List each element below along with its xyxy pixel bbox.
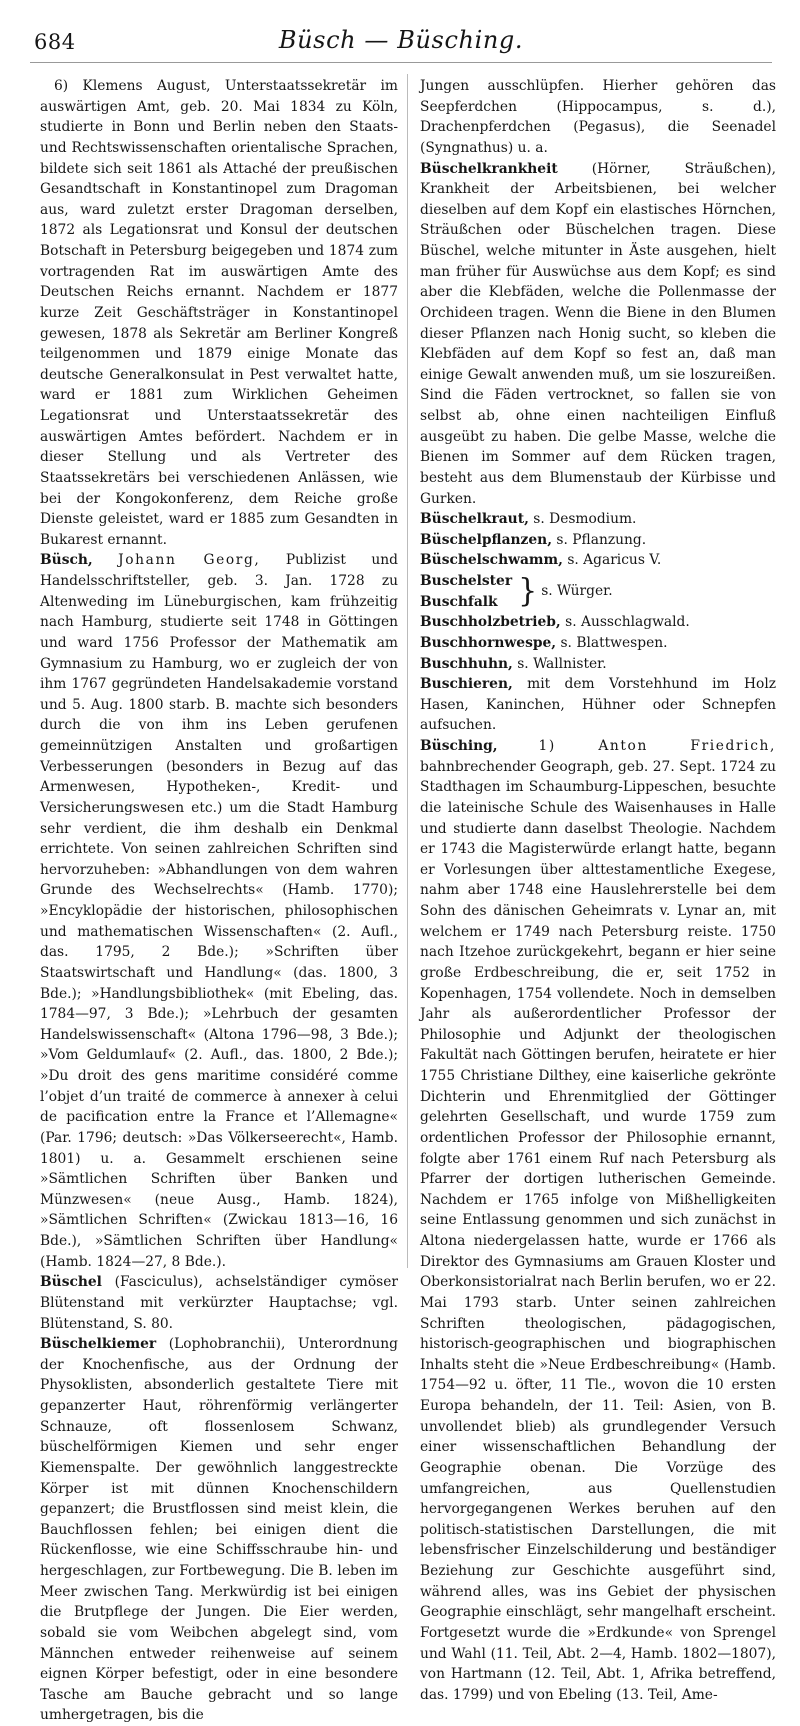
header-rule bbox=[30, 62, 772, 63]
entry-buesch bbox=[40, 550, 398, 1272]
page-header bbox=[30, 16, 772, 64]
lemma: Buschhuhn, bbox=[420, 655, 513, 672]
lemma: Büschelkrankheit bbox=[420, 160, 558, 177]
entry-buschelster-buschfalk bbox=[420, 571, 776, 612]
entry-text: s. Wallnister. bbox=[512, 655, 607, 672]
entry-klemens-august: 6) Klemens August, Unterstaatssekretär im auswärtigen Amt, geb. 20. Mai 1834 zu Köln, studierte in Bonn und Berlin neben den Staats- und Rechtswissenschaften orientalische Sprachen, bildete sich seit 1861 als Attaché der preußischen Gesandtschaft in Konstantinopel zum Dragoman aus, ward zuletzt erster Dragoman derselben, 1872 als Legationsrat und Konsul der deutschen Botschaft in Petersburg beigegeben und 1874 zum vortragenden Rat im auswärtigen Amte des Deutschen Reichs ernannt. Nachdem er 1877 kurze Zeit Geschäftsträger in Konstantinopel gewesen, 1878 als Sekretär am Berliner Kongreß teilgenommen und 1879 einige Monate das deutsche Generalkonsulat in Pest verwaltet hatte, ward er 1881 zum Wirklichen Geheimen Legationsrat und Unterstaatssekretär des auswärtigen Amtes befördert. Nachdem er in dieser Stellung und als Vertreter des Staatssekretärs bei verschiedenen Anlässen, wie bei der Kongokonferenz, dem Reiche große Dienste geleistet, ward er 1885 zum Gesandten in Bukarest ernannt. bbox=[40, 78, 398, 548]
lemma: Büschel bbox=[40, 1274, 102, 1291]
brace-glyph: } bbox=[518, 572, 538, 610]
entry-text: s. Agaricus V. bbox=[562, 552, 662, 569]
running-title: Büsch — Büsching. bbox=[278, 26, 524, 54]
lemma: Büschelkraut, bbox=[420, 511, 529, 528]
entry-buschholzbetrieb bbox=[420, 612, 776, 633]
lemma: Büsch, bbox=[40, 552, 93, 569]
entry-buschhuhn bbox=[420, 654, 776, 675]
entry-text: (Hörner, Sträußchen), Krankheit der Arbeitsbienen, bei welcher dieselben auf dem Kopf ein elastisches Hörnchen, Sträußchen oder Büschelchen tragen. Diese Büschel, welche mitunter in Äste ausgehen, hielt man früher für Auswüchse aus dem Kopf; es sind aber die Klebfäden, welche die Pollenmasse der Orchideen tragen. Wenn die Biene in den Blumen dieser Pflanzen nach Honig sucht, so kleben die Klebfäden auf dem Kopf so fest an, daß man einige Gewalt anwenden muß, um sie loszureißen. Sind die Fäden vertrocknet, so fallen sie von selbst ab, ohne einen nachteiligen Einfluß ausgeübt zu haben. Die gelbe Masse, welche die Bienen im Sommer auf dem Rücken tragen, besteht aus dem Blumenstaub der Kürbisse und Gurken. bbox=[420, 160, 776, 507]
entry-text: s. Desmodium. bbox=[528, 511, 637, 528]
entry-bueschelschwamm bbox=[420, 550, 776, 571]
entry-text: bahnbrechender Geograph, geb. 27. Sept. 1724 zu Stadthagen im Schaumburg-Lippeschen, besuchte die lateinische Schule des Waisenhauses in Halle und studierte dann daselbst Theologie. Nachdem er 1743 die Magisterwürde erlangt hatte, begann er Vorlesungen über alttestamentliche Exegese, nahm aber 1748 eine Hauslehrerstelle bei dem Sohn des dänischen Geheimrats v. Lynar an, mit welchem er 1749 nach Petersburg reiste. 1750 nach Itzehoe zurückgekehrt, begann er hier seine große Erdbeschreibung, die er, seit 1752 in Kopenhagen, 1754 vollendete. Noch in demselben Jahr als außerordentlicher Professor der Philosophie und Adjunkt der theologischen Fakultät nach Göttingen berufen, heiratete er hier 1755 Christiane Dilthey, eine kaiserliche gekrönte Dichterin und Ehrenmitglied der Göttinger gelehrten Gesellschaft, und wurde 1759 zum ordentlichen Professor der Philosophie ernannt, folgte aber 1761 einem Ruf nach Petersburg als Pfarrer der dortigen lutherischen Gemeinde. Nachdem er 1765 infolge von Mißhelligkeiten seine Entlassung genommen und sich zunächst in Altona niedergelassen hatte, wurde er 1766 als Direktor des Gymnasiums am Grauen Kloster und Oberkonsistorialrat nach Berlin berufen, wo er 22. Mai 1793 starb. Unter seinen zahlreichen Schriften theologischen, pädagogischen, historisch-geographischen und biographischen Inhalts steht die »Neue Erdbeschreibung« (Hamb. 1754—92 u. öfter, 11 Tle., wovon die 10 ersten Europa behandeln, der 11. Teil: Asien, von B. unvollendet blieb) als grundlegender Versuch einer wissenschaftlichen Behandlung der Geographie obenan. Die Vorzüge des umfangreichen, aus Quellenstudien hervorgegangenen Werkes beruhen auf den politisch-statistischen Darstellungen, die mit lebensfrischer Einzelschilderung und beständiger Beziehung zur Geschichte ausgeführt sind, während alles, was ins Gebiet der physischen Geographie einschlägt, sehr mangelhaft erscheint. Fortgesetzt wurde die »Erdkunde« von Sprengel und Wahl (11. Teil, Abt. 2—4, Hamb. 1802—1807), von Hartmann (12. Teil, Abt. 1, Afrika betreffend, das. 1799) und von Ebeling (13. Teil, Ame- bbox=[420, 758, 776, 1703]
entry-bueschel bbox=[40, 1272, 398, 1334]
entry-buschieren bbox=[420, 674, 776, 736]
lemma: Buschholzbetrieb, bbox=[420, 614, 561, 631]
entry-text: s. Würger. bbox=[541, 583, 613, 600]
lemma: Büschelpflanzen, bbox=[420, 531, 553, 548]
lemma: Büsching, bbox=[420, 738, 498, 754]
entry-text: (Lophobranchii), Unterordnung der Knochenfische, aus der Ordnung der Physoklisten, absonderlich gestaltete Tiere mit gepanzerter Haut, röhrenförmig verlängerter Schnauze, oft flossenlosem Schwanz, büschelförmigen Kiemen und sehr enger Kiemenspalte. Der gewöhnlich langgestreckte Körper ist mit dünnen Knochenschildern gepanzert; die Brustflossen sind meist klein, die Bauchflossen fehlen; bei einigen dient die Rückenflosse, wie eine Schiffsschraube hin- und hergeschlagen, zur Fortbewegung. Die B. leben im Meer zwischen Tang. Merkwürdig ist bei einigen die Brutpflege der Jungen. Die Eier werden, sobald sie vom Weibchen abgelegt sind, vom Männchen entweder reihenweise auf seinem eignen Körper befestigt, oder in eine besondere Tasche am Bauche gebracht und so lange umhergetragen, bis die bbox=[40, 1336, 398, 1724]
entry-continuation: Jungen ausschlüpfen. Hierher gehören das Seepferdchen (Hippocampus, s. d.), Drachenpferdchen (Pegasus), die Seenadel (Syngnathus) u. a. bbox=[420, 78, 776, 156]
lemma: Buschfalk bbox=[420, 593, 498, 610]
entry-buesching bbox=[420, 736, 776, 1705]
entry-bueschelkraut bbox=[420, 509, 776, 530]
entry-buschhornwespe bbox=[420, 633, 776, 654]
person-name: 1) Anton Friedrich, bbox=[538, 738, 776, 754]
lemma: Büschelschwamm, bbox=[420, 552, 563, 569]
lemma: Buschhornwespe, bbox=[420, 634, 557, 651]
right-column bbox=[420, 76, 776, 1703]
entry-text: (Fasciculus), achselständiger cymöser Blütenstand mit verkürzter Hauptachse; vgl. Blütenstand, S. 80. bbox=[40, 1274, 398, 1332]
person-name: Johann Georg, bbox=[118, 552, 261, 569]
entry-text: s. Pflanzung. bbox=[552, 531, 647, 548]
entry-bueschelkrankheit bbox=[420, 159, 776, 510]
left-column bbox=[40, 76, 398, 1724]
entry-text: s. Blattwespen. bbox=[556, 634, 668, 651]
lemma: Büschelkiemer bbox=[40, 1336, 157, 1353]
lemma: Buschelster bbox=[420, 573, 513, 589]
lemma-stack bbox=[420, 571, 512, 612]
entry-text: Publizist und Handelsschriftsteller, geb. 3. Jan. 1728 zu Altenweding im Lüneburgischen, kam frühzeitig nach Hamburg, studierte seit 1748 in Göttingen und ward 1756 Professor der Mathematik am Gymnasium zu Hamburg, wo er zugleich der von ihm 1767 gegründeten Handelsakademie vorstand und 5. Aug. 1800 starb. B. machte sich besonders durch die von ihm ins Leben gerufenen gemeinnützigen Anstalten und großartigen Verbesserungen (besonders in Bezug auf das Armenwesen, Hypotheken-, Kredit- und Versicherungswesen etc.) um die Stadt Hamburg sehr verdient, die ihm deshalb ein Denkmal errichtete. Von seinen zahlreichen Schriften sind hervorzuheben: »Abhandlungen von dem wahren Grunde des Wechselrechts« (Hamb. 1770); »Encyklopädie der historischen, philosophischen und mathematischen Wissenschaften« (2. Aufl., das. 1795, 2 Bde.); »Schriften über Staatswirtschaft und Handlung« (das. 1800, 3 Bde.); »Handlungsbibliothek« (mit Ebeling, das. 1784—97, 3 Bde.); »Lehrbuch der gesamten Handelswissenschaft« (Altona 1796—98, 3 Bde.); »Vom Geldumlauf« (2. Aufl., das. 1800, 2 Bde.); »Du droit des gens maritime considéré comme l’objet d’un traité de commerce à annexer à celui de pacification entre la France et l’Allemagne« (Par. 1796; deutsch: »Das Völkerseerecht«, Hamb. 1801) u. a. Gesammelt erschienen seine »Sämtlichen Schriften über Banken und Münzwesen« (neue Ausg., Hamb. 1824), »Sämtlichen Schriften« (Zwickau 1813—16, 16 Bde.), »Sämtlichen Schriften über Handlung« (Hamb. 1824—27, 8 Bde.). bbox=[40, 552, 398, 1270]
page-number: 684 bbox=[34, 30, 76, 54]
lemma: Buschieren, bbox=[420, 676, 513, 693]
entry-text: s. Ausschlagwald. bbox=[560, 614, 690, 631]
entry-bueschelpflanzen bbox=[420, 530, 776, 551]
column-divider bbox=[407, 74, 408, 1268]
entry-text: mit dem Vorstehhund im Holz Hasen, Kaninchen, Hühner oder Schnepfen aufsuchen. bbox=[420, 676, 776, 734]
entry-bueschelkiemer bbox=[40, 1334, 398, 1726]
